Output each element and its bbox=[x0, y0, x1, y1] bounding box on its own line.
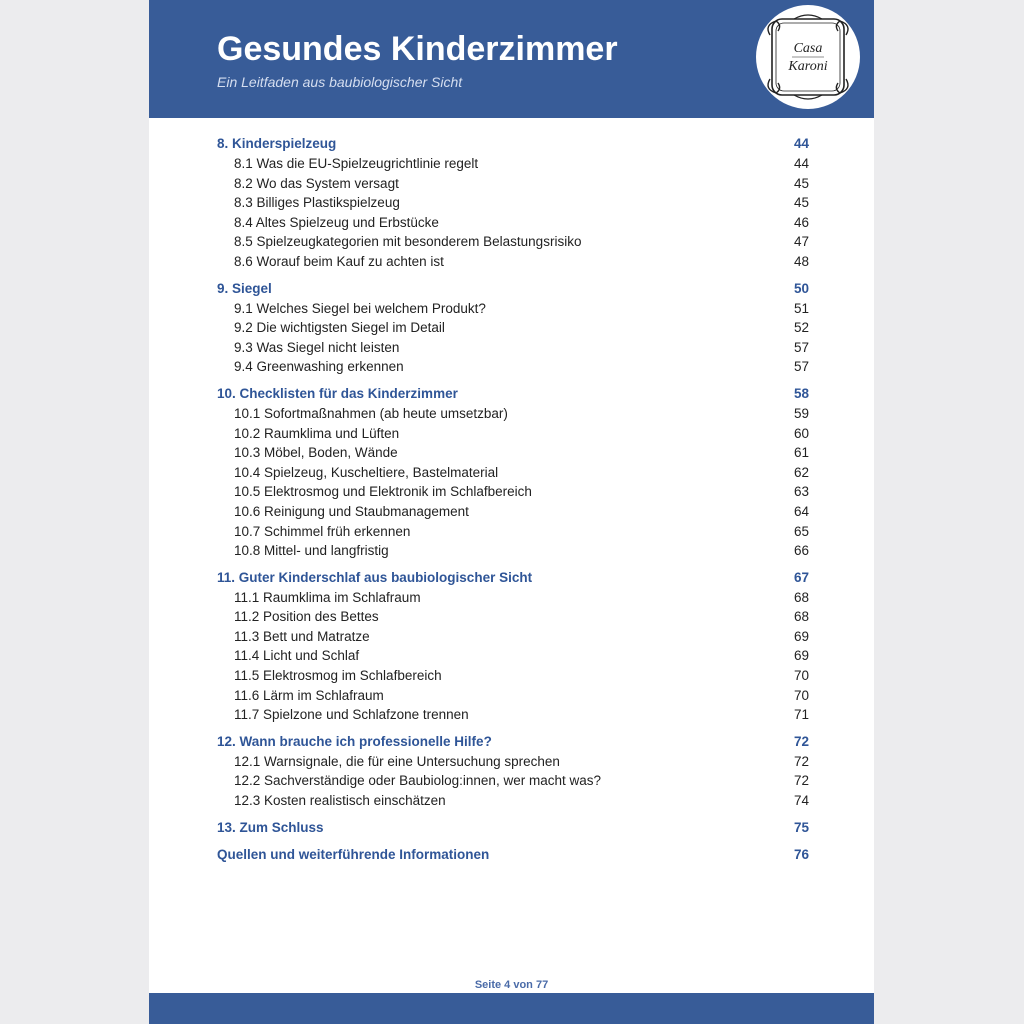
toc-chapter-page: 76 bbox=[793, 846, 809, 862]
toc-chapter-title: 9. Siegel bbox=[217, 280, 272, 296]
toc-chapter-group bbox=[217, 568, 809, 725]
toc-chapter-page: 75 bbox=[793, 819, 809, 835]
toc-entry-title: 9.4 Greenwashing erkennen bbox=[234, 359, 404, 375]
toc-entry-row[interactable] bbox=[217, 232, 809, 252]
toc-entry-page: 72 bbox=[793, 753, 809, 769]
toc-entry-row[interactable] bbox=[217, 482, 809, 502]
toc-chapter-page: 44 bbox=[793, 136, 809, 151]
toc-entry-page: 66 bbox=[793, 543, 809, 559]
toc-entry-row[interactable] bbox=[217, 646, 809, 666]
toc-entry-page: 70 bbox=[793, 687, 809, 703]
toc-entry-title: 9.1 Welches Siegel bei welchem Produkt? bbox=[234, 300, 486, 316]
toc-chapter-row[interactable] bbox=[217, 818, 809, 838]
toc-entry-title: 9.2 Die wichtigsten Siegel im Detail bbox=[234, 320, 445, 336]
toc-entry-title: 10.5 Elektrosmog und Elektronik im Schlafbereich bbox=[234, 484, 532, 500]
toc-entry-title: 10.7 Schimmel früh erkennen bbox=[234, 523, 411, 539]
page-header bbox=[149, 0, 874, 118]
toc-entry-title: 10.3 Möbel, Boden, Wände bbox=[234, 445, 398, 461]
toc-entry-row[interactable] bbox=[217, 318, 809, 338]
toc-entry-row[interactable] bbox=[217, 463, 809, 483]
casa-karoni-logo bbox=[756, 5, 860, 109]
toc-entry-page: 64 bbox=[793, 503, 809, 519]
toc-entry-title: 8.5 Spielzeugkategorien mit besonderem Belastungsrisiko bbox=[234, 234, 582, 250]
toc-entry-title: 10.1 Sofortmaßnahmen (ab heute umsetzbar) bbox=[234, 405, 508, 421]
toc-entry-title: 9.3 Was Siegel nicht leisten bbox=[234, 339, 400, 355]
toc-entry-page: 45 bbox=[793, 175, 809, 191]
toc-entry-title: 12.3 Kosten realistisch einschätzen bbox=[234, 793, 446, 809]
table-of-contents bbox=[217, 134, 809, 872]
toc-entry-title: 12.2 Sachverständige oder Baubiolog:innen, wer macht was? bbox=[234, 773, 601, 789]
toc-entry-row[interactable] bbox=[217, 522, 809, 542]
toc-entry-page: 65 bbox=[793, 523, 809, 539]
toc-chapter-group bbox=[217, 279, 809, 377]
toc-chapter-row[interactable] bbox=[217, 279, 809, 299]
toc-entry-title: 10.4 Spielzeug, Kuscheltiere, Bastelmaterial bbox=[234, 464, 499, 480]
toc-chapter-title: Quellen und weiterführende Informationen bbox=[217, 846, 490, 862]
toc-entry-title: 11.7 Spielzone und Schlafzone trennen bbox=[234, 707, 469, 723]
toc-entry-page: 71 bbox=[793, 707, 809, 723]
toc-entry-page: 48 bbox=[793, 253, 809, 269]
toc-chapter-group bbox=[217, 818, 809, 838]
toc-chapter-group bbox=[217, 845, 809, 865]
toc-entry-row[interactable] bbox=[217, 404, 809, 424]
toc-chapter-page: 50 bbox=[793, 280, 809, 296]
toc-entry-row[interactable] bbox=[217, 607, 809, 627]
toc-entry-title: 11.2 Position des Bettes bbox=[234, 609, 379, 625]
toc-entry-page: 60 bbox=[793, 425, 809, 441]
toc-entry-row[interactable] bbox=[217, 705, 809, 725]
toc-entry-page: 61 bbox=[793, 445, 809, 461]
toc-entry-row[interactable] bbox=[217, 299, 809, 319]
toc-entry-row[interactable] bbox=[217, 154, 809, 174]
logo-frame-icon bbox=[756, 5, 860, 109]
toc-chapter-page: 72 bbox=[793, 733, 809, 749]
toc-entry-title: 8.1 Was die EU-Spielzeugrichtlinie regelt bbox=[234, 156, 479, 171]
toc-chapter-title: 11. Guter Kinderschlaf aus baubiologischer Sicht bbox=[217, 569, 533, 585]
toc-chapter-title: 13. Zum Schluss bbox=[217, 819, 324, 835]
toc-entry-row[interactable] bbox=[217, 686, 809, 706]
toc-chapter-group bbox=[217, 384, 809, 561]
document-title: Gesundes Kinderzimmer bbox=[217, 30, 618, 68]
toc-entry-row[interactable] bbox=[217, 193, 809, 213]
toc-entry-page: 45 bbox=[793, 195, 809, 211]
toc-entry-row[interactable] bbox=[217, 771, 809, 791]
document-page bbox=[149, 0, 874, 1024]
toc-entry-title: 11.4 Licht und Schlaf bbox=[234, 648, 360, 664]
toc-entry-title: 11.1 Raumklima im Schlafraum bbox=[234, 589, 421, 605]
toc-chapter-row[interactable] bbox=[217, 732, 809, 752]
toc-entry-page: 57 bbox=[793, 339, 809, 355]
page-footer-bar bbox=[149, 993, 874, 1024]
document-subtitle: Ein Leitfaden aus baubiologischer Sicht bbox=[217, 74, 463, 90]
toc-entry-row[interactable] bbox=[217, 588, 809, 608]
toc-entry-row[interactable] bbox=[217, 541, 809, 561]
toc-entry-page: 70 bbox=[793, 668, 809, 684]
toc-entry-title: 10.6 Reinigung und Staubmanagement bbox=[234, 503, 469, 519]
toc-chapter-group bbox=[217, 134, 809, 272]
toc-entry-page: 72 bbox=[793, 773, 809, 789]
toc-chapter-row[interactable] bbox=[217, 845, 809, 865]
toc-entry-page: 59 bbox=[793, 405, 809, 421]
toc-chapter-page: 67 bbox=[793, 569, 809, 585]
toc-entry-row[interactable] bbox=[217, 174, 809, 194]
toc-entry-row[interactable] bbox=[217, 357, 809, 377]
toc-entry-row[interactable] bbox=[217, 666, 809, 686]
toc-chapter-title: 8. Kinderspielzeug bbox=[217, 136, 337, 151]
toc-entry-page: 44 bbox=[793, 156, 809, 171]
toc-chapter-title: 12. Wann brauche ich professionelle Hilfe? bbox=[217, 733, 492, 749]
toc-entry-title: 8.6 Worauf beim Kauf zu achten ist bbox=[234, 253, 444, 269]
toc-chapter-group bbox=[217, 732, 809, 811]
toc-entry-page: 69 bbox=[793, 628, 809, 644]
toc-entry-row[interactable] bbox=[217, 252, 809, 272]
toc-entry-row[interactable] bbox=[217, 338, 809, 358]
toc-entry-page: 52 bbox=[793, 320, 809, 336]
toc-entry-page: 68 bbox=[793, 609, 809, 625]
toc-entry-page: 63 bbox=[793, 484, 809, 500]
toc-entry-row[interactable] bbox=[217, 627, 809, 647]
toc-entry-page: 51 bbox=[793, 300, 809, 316]
page-number-label: Seite 4 von 77 bbox=[474, 979, 549, 991]
toc-chapter-title: 10. Checklisten für das Kinderzimmer bbox=[217, 385, 458, 401]
logo-text-casa: Casa bbox=[793, 41, 823, 56]
toc-entry-page: 57 bbox=[793, 359, 809, 375]
toc-entry-row[interactable] bbox=[217, 791, 809, 811]
toc-entry-title: 8.4 Altes Spielzeug und Erbstücke bbox=[234, 214, 439, 230]
toc-entry-page: 69 bbox=[793, 648, 809, 664]
toc-entry-page: 62 bbox=[793, 464, 809, 480]
toc-entry-row[interactable] bbox=[217, 502, 809, 522]
toc-entry-page: 68 bbox=[793, 589, 809, 605]
toc-entry-title: 10.2 Raumklima und Lüften bbox=[234, 425, 400, 441]
toc-chapter-row[interactable] bbox=[217, 568, 809, 588]
toc-entry-title: 10.8 Mittel- und langfristig bbox=[234, 543, 389, 559]
toc-entry-title: 11.6 Lärm im Schlafraum bbox=[234, 687, 384, 703]
toc-entry-title: 11.5 Elektrosmog im Schlafbereich bbox=[234, 668, 442, 684]
logo-text-karoni: Karoni bbox=[788, 59, 828, 74]
toc-entry-title: 8.2 Wo das System versagt bbox=[234, 175, 399, 191]
toc-entry-page: 74 bbox=[793, 793, 809, 809]
toc-entry-title: 12.1 Warnsignale, die für eine Untersuchung sprechen bbox=[234, 753, 560, 769]
toc-entry-row[interactable] bbox=[217, 424, 809, 444]
toc-entry-title: 11.3 Bett und Matratze bbox=[234, 628, 370, 644]
toc-entry-row[interactable] bbox=[217, 213, 809, 233]
toc-entry-row[interactable] bbox=[217, 443, 809, 463]
toc-chapter-row[interactable] bbox=[217, 134, 809, 154]
toc-entry-row[interactable] bbox=[217, 752, 809, 772]
toc-chapter-row[interactable] bbox=[217, 384, 809, 404]
toc-chapter-page: 58 bbox=[793, 385, 809, 401]
toc-entry-title: 8.3 Billiges Plastikspielzeug bbox=[234, 195, 400, 211]
toc-entry-page: 46 bbox=[793, 214, 809, 230]
toc-entry-page: 47 bbox=[793, 234, 809, 250]
